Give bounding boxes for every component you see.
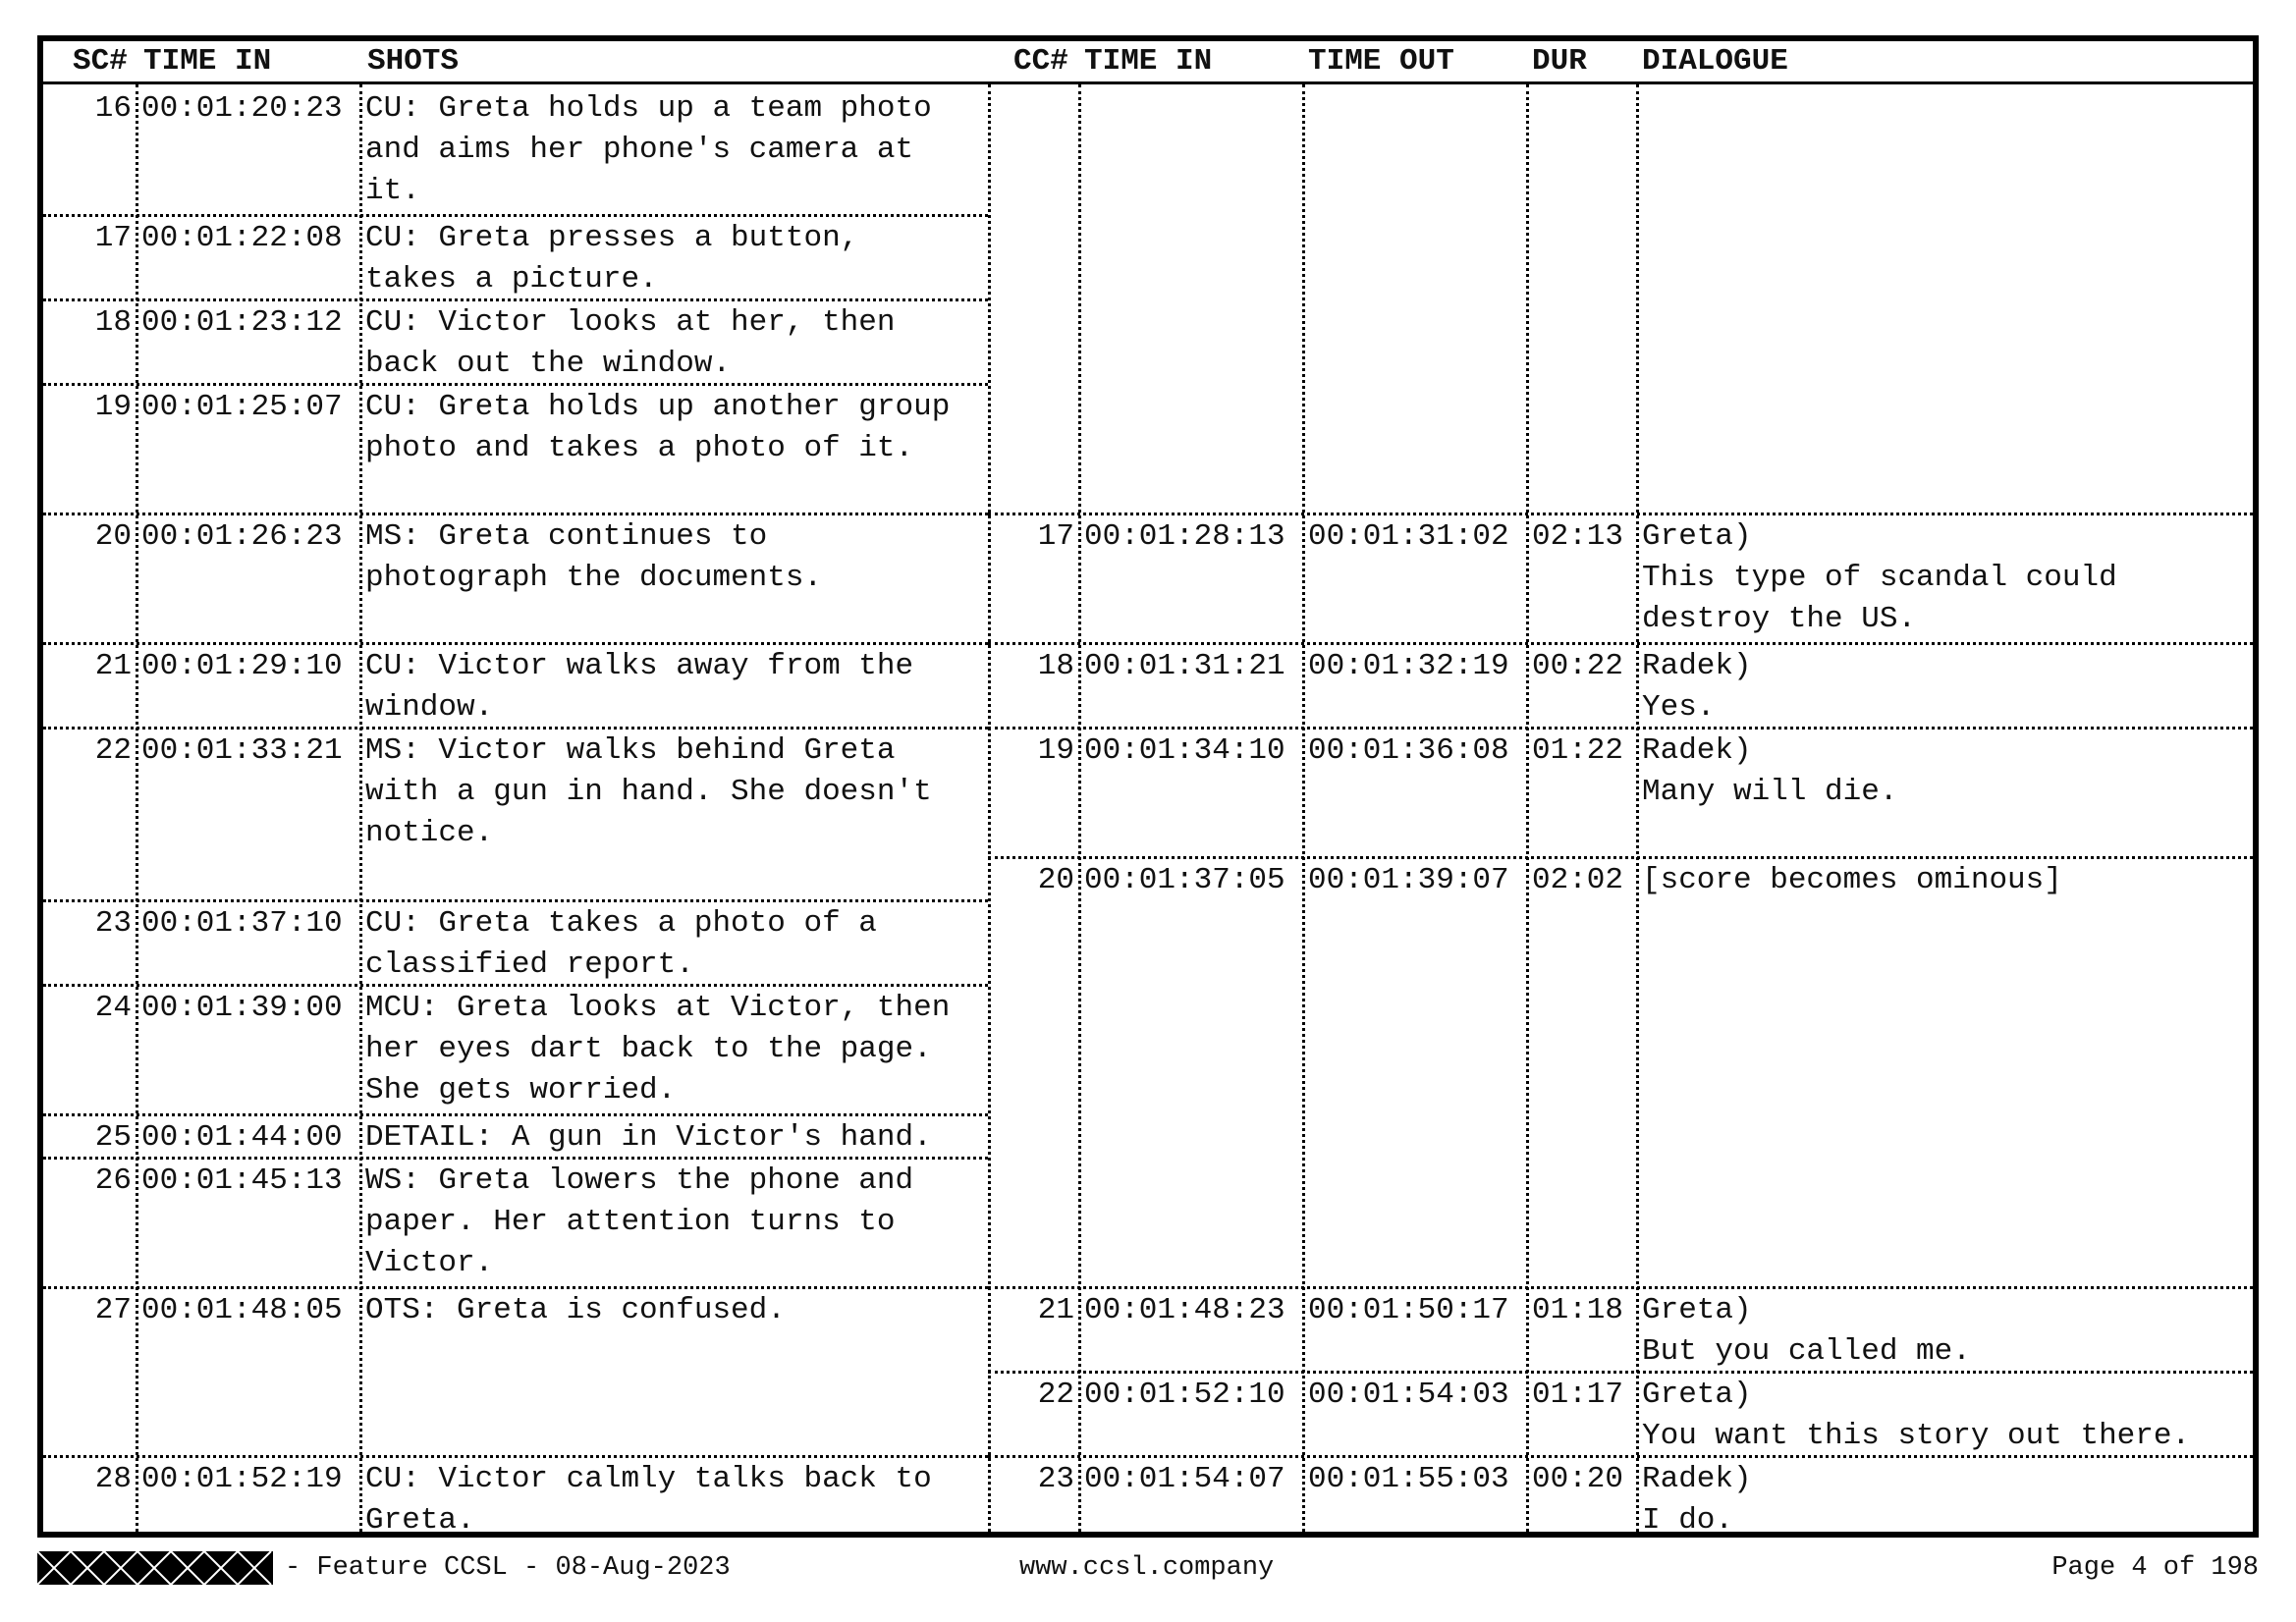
caption-duration: 00:22: [1532, 649, 1624, 683]
shot-description-line: back out the window.: [365, 347, 732, 381]
dialogue-line: But you called me.: [1642, 1334, 1971, 1369]
shot-description-line: DETAIL: A gun in Victor's hand.: [365, 1120, 932, 1155]
shot-number: 20: [94, 519, 132, 554]
caption-number: 23: [1037, 1462, 1074, 1496]
dialogue-line: Radek): [1642, 649, 1752, 683]
shot-description-line: with a gun in hand. She doesn't: [365, 775, 932, 809]
row-divider: [988, 513, 2253, 515]
shot-time-in: 00:01:52:19: [141, 1462, 343, 1496]
caption-time-in: 00:01:28:13: [1084, 519, 1285, 554]
shot-description-line: window.: [365, 690, 494, 725]
column-divider: [1302, 84, 1305, 1532]
caption-duration: 00:20: [1532, 1462, 1624, 1496]
shot-number: 17: [94, 221, 132, 255]
footer-title: - Feature CCSL - 08-Aug-2023: [285, 1553, 731, 1583]
page-footer: [37, 1549, 2259, 1587]
dialogue-line: destroy the US.: [1642, 602, 1917, 636]
shot-description-line: CU: Greta takes a photo of a: [365, 906, 877, 941]
footer-website[interactable]: www.ccsl.company: [1019, 1553, 1275, 1583]
caption-time-in: 00:01:54:07: [1084, 1462, 1285, 1496]
header-cc: CC#: [1013, 44, 1068, 79]
dialogue-line: This type of scandal could: [1642, 561, 2117, 595]
shot-time-in: 00:01:48:05: [141, 1293, 343, 1327]
header-time-out: TIME OUT: [1308, 44, 1454, 79]
dialogue-line: Greta): [1642, 519, 1752, 554]
table-header: [43, 41, 2253, 84]
row-divider: [43, 513, 988, 515]
caption-duration: 01:18: [1532, 1293, 1624, 1327]
row-divider: [43, 214, 988, 217]
header-dialogue: DIALOGUE: [1642, 44, 1788, 79]
shot-number: 22: [94, 733, 132, 768]
shot-number: 16: [94, 91, 132, 126]
row-divider: [988, 642, 2253, 645]
footer-page-number: Page 4 of 198: [2051, 1553, 2259, 1583]
caption-time-in: 00:01:48:23: [1084, 1293, 1285, 1327]
column-divider: [1526, 84, 1529, 1532]
row-divider: [988, 1286, 2253, 1289]
caption-number: 20: [1037, 863, 1074, 897]
shot-number: 25: [94, 1120, 132, 1155]
caption-time-in: 00:01:52:10: [1084, 1378, 1285, 1412]
shot-time-in: 00:01:45:13: [141, 1163, 343, 1198]
column-divider: [136, 84, 138, 1532]
dialogue-line: I do.: [1642, 1503, 1734, 1538]
caption-number: 21: [1037, 1293, 1074, 1327]
shot-number: 18: [94, 305, 132, 340]
dialogue-line: Greta): [1642, 1378, 1752, 1412]
header-shots: SHOTS: [367, 44, 460, 79]
shot-time-in: 00:01:20:23: [141, 91, 343, 126]
row-divider: [988, 1371, 2253, 1374]
row-divider: [988, 856, 2253, 859]
caption-time-out: 00:01:32:19: [1308, 649, 1509, 683]
header-time-in: TIME IN: [143, 44, 272, 79]
shot-description-line: notice.: [365, 816, 494, 850]
shot-description-line: MCU: Greta looks at Victor, then: [365, 991, 951, 1025]
shot-description-line: CU: Greta presses a button,: [365, 221, 859, 255]
shot-description-line: WS: Greta lowers the phone and: [365, 1163, 914, 1198]
shot-time-in: 00:01:33:21: [141, 733, 343, 768]
shot-time-in: 00:01:29:10: [141, 649, 343, 683]
shot-number: 19: [94, 390, 132, 424]
shot-description-line: and aims her phone's camera at: [365, 133, 914, 167]
caption-time-out: 00:01:55:03: [1308, 1462, 1509, 1496]
dialogue-line: Greta): [1642, 1293, 1752, 1327]
shot-description-line: CU: Greta holds up a team photo: [365, 91, 932, 126]
shot-description-line: photograph the documents.: [365, 561, 823, 595]
shot-description-line: MS: Greta continues to: [365, 519, 768, 554]
header-dur: DUR: [1532, 44, 1587, 79]
shot-number: 21: [94, 649, 132, 683]
shot-description-line: photo and takes a photo of it.: [365, 431, 914, 465]
ccsl-table: [37, 35, 2259, 1538]
caption-duration: 01:22: [1532, 733, 1624, 768]
row-divider: [43, 1286, 988, 1289]
shot-description-line: CU: Greta holds up another group: [365, 390, 951, 424]
dialogue-line: You want this story out there.: [1642, 1419, 2191, 1453]
shot-time-in: 00:01:39:00: [141, 991, 343, 1025]
caption-duration: 01:17: [1532, 1378, 1624, 1412]
dialogue-line: Many will die.: [1642, 775, 1898, 809]
row-divider: [43, 899, 988, 902]
shot-description-line: classified report.: [365, 947, 694, 982]
caption-time-out: 00:01:39:07: [1308, 863, 1509, 897]
shot-description-line: MS: Victor walks behind Greta: [365, 733, 896, 768]
shot-time-in: 00:01:22:08: [141, 221, 343, 255]
shot-description-line: takes a picture.: [365, 262, 658, 297]
caption-time-out: 00:01:50:17: [1308, 1293, 1509, 1327]
company-logo: [37, 1551, 273, 1585]
caption-time-out: 00:01:31:02: [1308, 519, 1509, 554]
row-divider: [43, 642, 988, 645]
row-divider: [43, 1455, 988, 1458]
shot-description-line: She gets worried.: [365, 1073, 677, 1108]
shot-time-in: 00:01:25:07: [141, 390, 343, 424]
shot-time-in: 00:01:37:10: [141, 906, 343, 941]
caption-time-out: 00:01:36:08: [1308, 733, 1509, 768]
shot-time-in: 00:01:26:23: [141, 519, 343, 554]
shot-description-line: CU: Victor walks away from the: [365, 649, 914, 683]
caption-time-in: 00:01:31:21: [1084, 649, 1285, 683]
shot-description-line: CU: Victor looks at her, then: [365, 305, 896, 340]
shot-description-line: OTS: Greta is confused.: [365, 1293, 786, 1327]
shot-number: 23: [94, 906, 132, 941]
row-divider: [988, 727, 2253, 730]
shot-time-in: 00:01:23:12: [141, 305, 343, 340]
caption-number: 17: [1037, 519, 1074, 554]
caption-time-in: 00:01:34:10: [1084, 733, 1285, 768]
shot-description-line: paper. Her attention turns to: [365, 1205, 896, 1239]
shot-number: 24: [94, 991, 132, 1025]
caption-time-out: 00:01:54:03: [1308, 1378, 1509, 1412]
shot-time-in: 00:01:44:00: [141, 1120, 343, 1155]
column-divider: [359, 84, 362, 1532]
row-divider: [43, 727, 988, 730]
column-divider: [1078, 84, 1081, 1532]
caption-number: 18: [1037, 649, 1074, 683]
caption-number: 22: [1037, 1378, 1074, 1412]
column-divider: [1636, 84, 1639, 1532]
shot-description-line: CU: Victor calmly talks back to: [365, 1462, 932, 1496]
shot-description-line: her eyes dart back to the page.: [365, 1032, 932, 1066]
dialogue-line: [score becomes ominous]: [1642, 863, 2062, 897]
header-cc-time-in: TIME IN: [1084, 44, 1213, 79]
caption-duration: 02:02: [1532, 863, 1624, 897]
shot-description-line: it.: [365, 174, 420, 208]
shot-description-line: Victor.: [365, 1246, 494, 1280]
dialogue-line: Yes.: [1642, 690, 1716, 725]
dialogue-line: Radek): [1642, 1462, 1752, 1496]
caption-duration: 02:13: [1532, 519, 1624, 554]
caption-time-in: 00:01:37:05: [1084, 863, 1285, 897]
shot-description-line: Greta.: [365, 1503, 475, 1538]
dialogue-line: Radek): [1642, 733, 1752, 768]
caption-number: 19: [1037, 733, 1074, 768]
shot-number: 27: [94, 1293, 132, 1327]
shot-number: 28: [94, 1462, 132, 1496]
shot-number: 26: [94, 1163, 132, 1198]
row-divider: [43, 1113, 988, 1116]
header-sc: SC#: [73, 44, 128, 79]
